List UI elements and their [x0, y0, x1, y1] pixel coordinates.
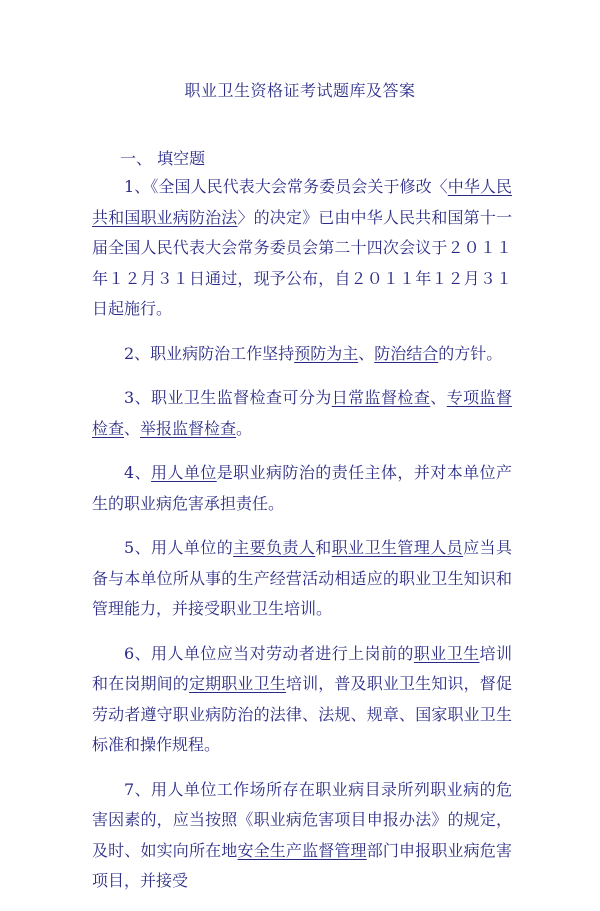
question-list: [92, 172, 512, 911]
question-text: 5、用人单位的: [124, 538, 234, 557]
answer-blank: 中华人民共和国职业病防治法: [92, 177, 512, 227]
question-item-2: [92, 339, 512, 370]
question-item-6: [92, 639, 512, 761]
question-text: 〉的决定》已由中华人民共和国第十一届全国人民代表大会常务委员会第二十四次会议于２０１１年１２月３１日通过，现予公布，自２０１１年１２月３１日起施行。: [92, 207, 512, 318]
question-text: 和: [315, 538, 332, 557]
question-item-3: [92, 383, 512, 444]
question-item-1: [92, 172, 512, 325]
answer-blank: 职业卫生: [413, 643, 480, 663]
question-text: 2、职业病防治工作坚持: [124, 343, 295, 363]
question-text: 应当具备与本单位所从事的生产经营活动相适应的职业卫生知识和管理能力，并接受职业卫生培训。: [92, 538, 512, 618]
question-text: 的方针。: [438, 343, 503, 363]
question-text: 1、《全国人民代表大会常务委员会关于修改〈: [124, 177, 448, 196]
page-title: 职业卫生资格证考试题库及答案: [184, 81, 416, 100]
question-text: 部门申报职业病危害项目，并接受: [92, 840, 512, 890]
answer-blank: 职业卫生管理人员: [331, 538, 464, 557]
answer-blank: 定期职业卫生: [188, 674, 286, 693]
question-item-7: [92, 775, 512, 897]
section-heading: 一、 填空题: [120, 149, 206, 168]
question-text: 是职业病防治的责任主体，并对本单位产生的职业病危害承担责任。: [92, 463, 512, 513]
question-text: 培训和在岗期间的: [92, 643, 512, 693]
question-item-5: [92, 533, 512, 625]
question-text: 、: [430, 388, 447, 407]
question-item-4: [92, 458, 512, 519]
question-text: 、: [124, 418, 141, 438]
question-text: 。: [236, 418, 253, 438]
question-text: 4、: [124, 463, 152, 482]
answer-blank: 日常监督检查: [331, 388, 431, 407]
answer-blank: 预防为主: [294, 343, 359, 363]
question-text: 6、用人单位应当对劳动者进行上岗前的: [124, 643, 414, 663]
question-text: 7、用人单位工作场所存在职业病目录所列职业病的危害因素的，应当按照《职业病危害项目申报办法》的规定，及时、如实向所在地: [92, 779, 512, 860]
answer-blank: 防治结合: [374, 343, 439, 363]
question-text: 培训，普及职业卫生知识，督促劳动者遵守职业病防治的法律、法规、规章、国家职业卫生标准和操作规程。: [92, 674, 512, 754]
answer-blank: 专项监督检查: [92, 388, 512, 438]
answer-blank: 主要负责人: [233, 538, 316, 557]
answer-blank: 用人单位: [151, 463, 217, 482]
answer-blank: 举报监督检查: [140, 418, 237, 438]
answer-blank: 安全生产监督管理: [237, 840, 367, 860]
question-text: 3、职业卫生监督检查可分为: [124, 388, 332, 407]
question-text: 、: [358, 343, 375, 363]
